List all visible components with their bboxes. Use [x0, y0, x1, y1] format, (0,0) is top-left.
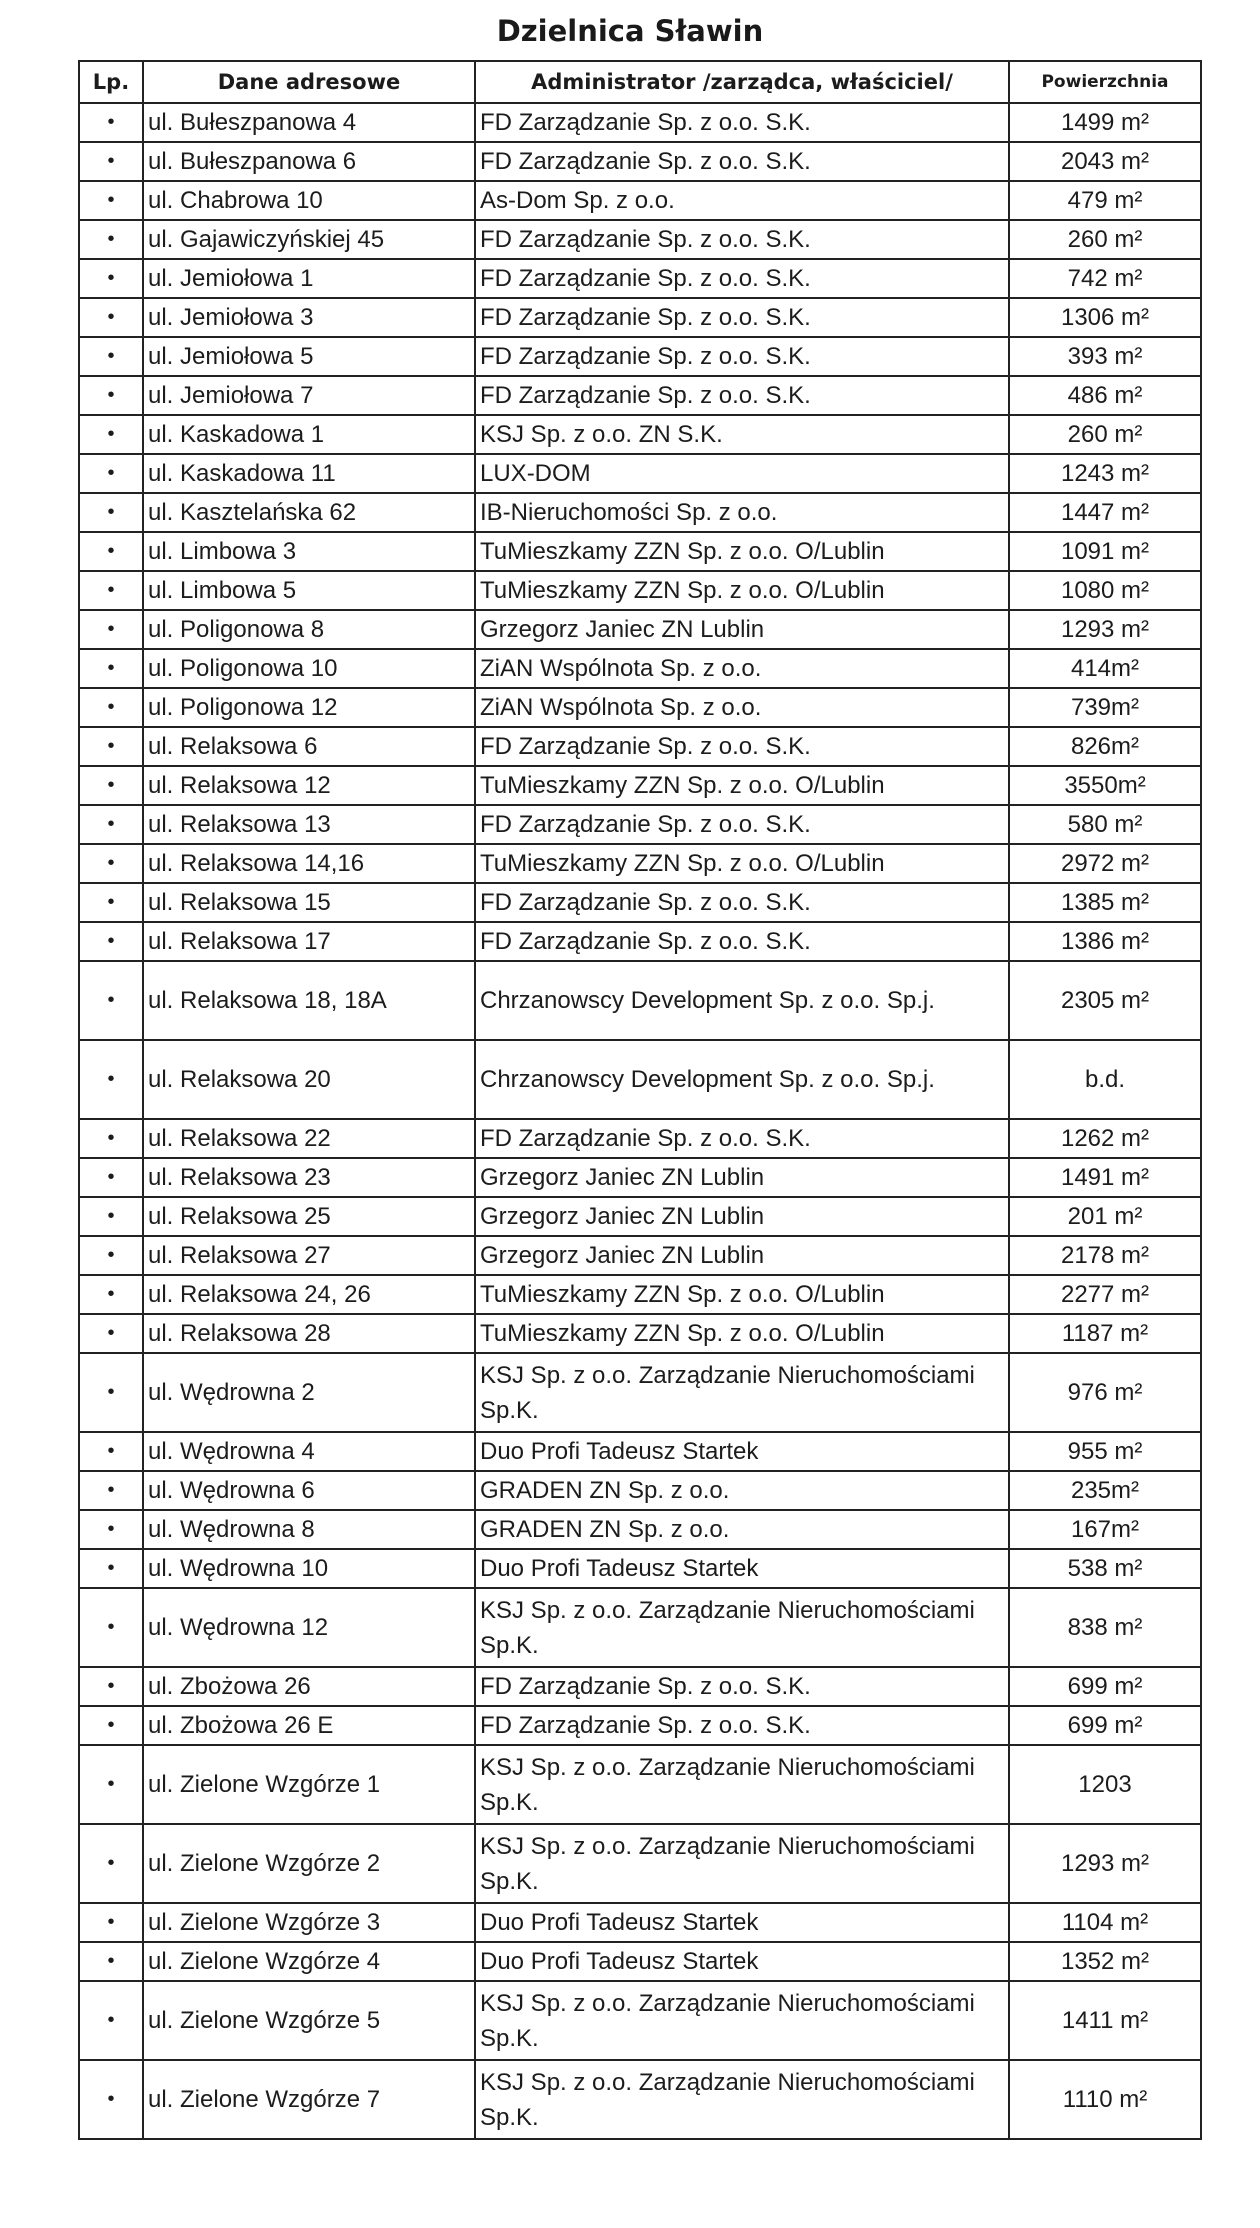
- table-row: [79, 142, 1201, 181]
- cell-address: ul. Poligonowa 10: [143, 649, 475, 688]
- cell-administrator: FD Zarządzanie Sp. z o.o. S.K.: [475, 142, 1009, 181]
- cell-area: 2277 m²: [1009, 1275, 1201, 1314]
- table-row: [79, 1119, 1201, 1158]
- cell-address: ul. Relaksowa 18, 18A: [143, 961, 475, 1040]
- cell-area: b.d.: [1009, 1040, 1201, 1119]
- cell-administrator: KSJ Sp. z o.o. Zarządzanie Nieruchomościami Sp.K.: [475, 1824, 1009, 1903]
- cell-administrator: Grzegorz Janiec ZN Lublin: [475, 1158, 1009, 1197]
- row-bullet: •: [79, 1432, 143, 1471]
- row-bullet: •: [79, 883, 143, 922]
- cell-area: 955 m²: [1009, 1432, 1201, 1471]
- table-row: [79, 1197, 1201, 1236]
- table-row: [79, 1903, 1201, 1942]
- cell-address: ul. Relaksowa 28: [143, 1314, 475, 1353]
- cell-address: ul. Jemiołowa 5: [143, 337, 475, 376]
- cell-area: 201 m²: [1009, 1197, 1201, 1236]
- cell-address: ul. Limbowa 5: [143, 571, 475, 610]
- property-table: [78, 60, 1202, 2140]
- row-bullet: •: [79, 1706, 143, 1745]
- cell-address: ul. Wędrowna 8: [143, 1510, 475, 1549]
- table-header-row: [79, 61, 1201, 103]
- row-bullet: •: [79, 610, 143, 649]
- table-row: [79, 571, 1201, 610]
- table-row: [79, 922, 1201, 961]
- cell-area: 1386 m²: [1009, 922, 1201, 961]
- table-row: [79, 2060, 1201, 2139]
- cell-area: 699 m²: [1009, 1706, 1201, 1745]
- table-row: [79, 1981, 1201, 2060]
- cell-administrator: Grzegorz Janiec ZN Lublin: [475, 610, 1009, 649]
- cell-address: ul. Wędrowna 4: [143, 1432, 475, 1471]
- cell-address: ul. Poligonowa 8: [143, 610, 475, 649]
- cell-area: 1187 m²: [1009, 1314, 1201, 1353]
- cell-administrator: IB-Nieruchomości Sp. z o.o.: [475, 493, 1009, 532]
- cell-administrator: KSJ Sp. z o.o. ZN S.K.: [475, 415, 1009, 454]
- table-row: [79, 1745, 1201, 1824]
- table-row: [79, 961, 1201, 1040]
- cell-administrator: Duo Profi Tadeusz Startek: [475, 1942, 1009, 1981]
- table-row: [79, 181, 1201, 220]
- row-bullet: •: [79, 415, 143, 454]
- cell-administrator: GRADEN ZN Sp. z o.o.: [475, 1471, 1009, 1510]
- page-title: Dzielnica Sławin: [496, 14, 764, 48]
- row-bullet: •: [79, 1158, 143, 1197]
- cell-administrator: FD Zarządzanie Sp. z o.o. S.K.: [475, 103, 1009, 142]
- table-row: [79, 1588, 1201, 1667]
- cell-administrator: GRADEN ZN Sp. z o.o.: [475, 1510, 1009, 1549]
- cell-area: 2305 m²: [1009, 961, 1201, 1040]
- table-row: [79, 1275, 1201, 1314]
- table-row: [79, 415, 1201, 454]
- cell-area: 1243 m²: [1009, 454, 1201, 493]
- row-bullet: •: [79, 181, 143, 220]
- cell-administrator: Duo Profi Tadeusz Startek: [475, 1432, 1009, 1471]
- cell-administrator: FD Zarządzanie Sp. z o.o. S.K.: [475, 883, 1009, 922]
- row-bullet: •: [79, 1745, 143, 1824]
- cell-area: 260 m²: [1009, 220, 1201, 259]
- row-bullet: •: [79, 298, 143, 337]
- cell-address: ul. Zielone Wzgórze 4: [143, 1942, 475, 1981]
- cell-area: 1104 m²: [1009, 1903, 1201, 1942]
- cell-administrator: KSJ Sp. z o.o. Zarządzanie Nieruchomościami Sp.K.: [475, 1353, 1009, 1432]
- cell-address: ul. Zielone Wzgórze 3: [143, 1903, 475, 1942]
- table-row: [79, 1353, 1201, 1432]
- cell-administrator: FD Zarządzanie Sp. z o.o. S.K.: [475, 376, 1009, 415]
- row-bullet: •: [79, 259, 143, 298]
- row-bullet: •: [79, 1236, 143, 1275]
- row-bullet: •: [79, 1040, 143, 1119]
- row-bullet: •: [79, 142, 143, 181]
- cell-area: 1447 m²: [1009, 493, 1201, 532]
- table-row: [79, 766, 1201, 805]
- cell-administrator: FD Zarządzanie Sp. z o.o. S.K.: [475, 259, 1009, 298]
- cell-address: ul. Zbożowa 26 E: [143, 1706, 475, 1745]
- cell-administrator: FD Zarządzanie Sp. z o.o. S.K.: [475, 922, 1009, 961]
- cell-area: 1491 m²: [1009, 1158, 1201, 1197]
- cell-administrator: KSJ Sp. z o.o. Zarządzanie Nieruchomościami Sp.K.: [475, 2060, 1009, 2139]
- cell-administrator: TuMieszkamy ZZN Sp. z o.o. O/Lublin: [475, 766, 1009, 805]
- cell-administrator: TuMieszkamy ZZN Sp. z o.o. O/Lublin: [475, 844, 1009, 883]
- cell-area: 393 m²: [1009, 337, 1201, 376]
- cell-address: ul. Relaksowa 12: [143, 766, 475, 805]
- cell-area: 742 m²: [1009, 259, 1201, 298]
- row-bullet: •: [79, 688, 143, 727]
- cell-administrator: ZiAN Wspólnota Sp. z o.o.: [475, 688, 1009, 727]
- table-row: [79, 532, 1201, 571]
- cell-address: ul. Poligonowa 12: [143, 688, 475, 727]
- cell-address: ul. Bułeszpanowa 6: [143, 142, 475, 181]
- row-bullet: •: [79, 1353, 143, 1432]
- row-bullet: •: [79, 1824, 143, 1903]
- cell-address: ul. Limbowa 3: [143, 532, 475, 571]
- cell-area: 486 m²: [1009, 376, 1201, 415]
- cell-address: ul. Relaksowa 23: [143, 1158, 475, 1197]
- cell-area: 1110 m²: [1009, 2060, 1201, 2139]
- table-row: [79, 727, 1201, 766]
- cell-administrator: FD Zarządzanie Sp. z o.o. S.K.: [475, 1706, 1009, 1745]
- row-bullet: •: [79, 922, 143, 961]
- cell-administrator: FD Zarządzanie Sp. z o.o. S.K.: [475, 337, 1009, 376]
- table-row: [79, 1471, 1201, 1510]
- table-row: [79, 298, 1201, 337]
- row-bullet: •: [79, 1314, 143, 1353]
- table-row: [79, 1236, 1201, 1275]
- header-admin: Administrator /zarządca, właściciel/: [475, 61, 1009, 103]
- table-row: [79, 1942, 1201, 1981]
- cell-address: ul. Relaksowa 22: [143, 1119, 475, 1158]
- row-bullet: •: [79, 220, 143, 259]
- table-row: [79, 1432, 1201, 1471]
- cell-address: ul. Bułeszpanowa 4: [143, 103, 475, 142]
- row-bullet: •: [79, 454, 143, 493]
- table-row: [79, 805, 1201, 844]
- cell-address: ul. Relaksowa 13: [143, 805, 475, 844]
- cell-area: 1080 m²: [1009, 571, 1201, 610]
- table-row: [79, 883, 1201, 922]
- cell-area: 699 m²: [1009, 1667, 1201, 1706]
- table-row: [79, 1667, 1201, 1706]
- table-row: [79, 844, 1201, 883]
- cell-address: ul. Zielone Wzgórze 1: [143, 1745, 475, 1824]
- table-row: [79, 1040, 1201, 1119]
- row-bullet: •: [79, 493, 143, 532]
- row-bullet: •: [79, 961, 143, 1040]
- cell-administrator: Grzegorz Janiec ZN Lublin: [475, 1197, 1009, 1236]
- row-bullet: •: [79, 571, 143, 610]
- cell-area: 1499 m²: [1009, 103, 1201, 142]
- cell-area: 260 m²: [1009, 415, 1201, 454]
- table-row: [79, 259, 1201, 298]
- row-bullet: •: [79, 1981, 143, 2060]
- cell-address: ul. Kaskadowa 1: [143, 415, 475, 454]
- table-body: [79, 103, 1201, 2139]
- cell-administrator: FD Zarządzanie Sp. z o.o. S.K.: [475, 298, 1009, 337]
- cell-address: ul. Relaksowa 6: [143, 727, 475, 766]
- table-row: [79, 454, 1201, 493]
- cell-area: 739m²: [1009, 688, 1201, 727]
- cell-address: ul. Relaksowa 20: [143, 1040, 475, 1119]
- header-lp: Lp.: [79, 61, 143, 103]
- header-area: Powierzchnia: [1009, 61, 1201, 103]
- table-row: [79, 103, 1201, 142]
- table-row: [79, 493, 1201, 532]
- cell-address: ul. Relaksowa 17: [143, 922, 475, 961]
- table-row: [79, 376, 1201, 415]
- cell-area: 1293 m²: [1009, 1824, 1201, 1903]
- cell-area: 826m²: [1009, 727, 1201, 766]
- cell-address: ul. Jemiołowa 3: [143, 298, 475, 337]
- table-row: [79, 688, 1201, 727]
- row-bullet: •: [79, 1510, 143, 1549]
- cell-address: ul. Zielone Wzgórze 7: [143, 2060, 475, 2139]
- cell-address: ul. Relaksowa 25: [143, 1197, 475, 1236]
- cell-area: 2178 m²: [1009, 1236, 1201, 1275]
- cell-area: 1411 m²: [1009, 1981, 1201, 2060]
- cell-address: ul. Jemiołowa 7: [143, 376, 475, 415]
- cell-administrator: Chrzanowscy Development Sp. z o.o. Sp.j.: [475, 1040, 1009, 1119]
- row-bullet: •: [79, 376, 143, 415]
- cell-address: ul. Zbożowa 26: [143, 1667, 475, 1706]
- cell-administrator: KSJ Sp. z o.o. Zarządzanie Nieruchomościami Sp.K.: [475, 1981, 1009, 2060]
- cell-administrator: KSJ Sp. z o.o. Zarządzanie Nieruchomościami Sp.K.: [475, 1745, 1009, 1824]
- cell-address: ul. Zielone Wzgórze 2: [143, 1824, 475, 1903]
- row-bullet: •: [79, 337, 143, 376]
- cell-address: ul. Zielone Wzgórze 5: [143, 1981, 475, 2060]
- table-row: [79, 1510, 1201, 1549]
- row-bullet: •: [79, 727, 143, 766]
- row-bullet: •: [79, 1275, 143, 1314]
- cell-administrator: Duo Profi Tadeusz Startek: [475, 1549, 1009, 1588]
- cell-area: 1293 m²: [1009, 610, 1201, 649]
- cell-address: ul. Chabrowa 10: [143, 181, 475, 220]
- row-bullet: •: [79, 1588, 143, 1667]
- row-bullet: •: [79, 844, 143, 883]
- cell-area: 976 m²: [1009, 1353, 1201, 1432]
- row-bullet: •: [79, 1903, 143, 1942]
- row-bullet: •: [79, 1119, 143, 1158]
- cell-area: 1306 m²: [1009, 298, 1201, 337]
- table-row: [79, 1706, 1201, 1745]
- cell-administrator: FD Zarządzanie Sp. z o.o. S.K.: [475, 805, 1009, 844]
- header-address: Dane adresowe: [143, 61, 475, 103]
- cell-administrator: KSJ Sp. z o.o. Zarządzanie Nieruchomościami Sp.K.: [475, 1588, 1009, 1667]
- cell-administrator: As-Dom Sp. z o.o.: [475, 181, 1009, 220]
- table-row: [79, 1549, 1201, 1588]
- table-row: [79, 649, 1201, 688]
- table-row: [79, 337, 1201, 376]
- cell-administrator: Duo Profi Tadeusz Startek: [475, 1903, 1009, 1942]
- cell-area: 1203: [1009, 1745, 1201, 1824]
- row-bullet: •: [79, 766, 143, 805]
- cell-area: 2043 m²: [1009, 142, 1201, 181]
- cell-area: 580 m²: [1009, 805, 1201, 844]
- cell-administrator: FD Zarządzanie Sp. z o.o. S.K.: [475, 727, 1009, 766]
- cell-area: 2972 m²: [1009, 844, 1201, 883]
- cell-area: 1091 m²: [1009, 532, 1201, 571]
- cell-area: 3550m²: [1009, 766, 1201, 805]
- cell-administrator: FD Zarządzanie Sp. z o.o. S.K.: [475, 220, 1009, 259]
- cell-area: 538 m²: [1009, 1549, 1201, 1588]
- cell-administrator: ZiAN Wspólnota Sp. z o.o.: [475, 649, 1009, 688]
- table-row: [79, 220, 1201, 259]
- cell-administrator: TuMieszkamy ZZN Sp. z o.o. O/Lublin: [475, 1275, 1009, 1314]
- cell-address: ul. Relaksowa 14,16: [143, 844, 475, 883]
- cell-area: 414m²: [1009, 649, 1201, 688]
- cell-administrator: LUX-DOM: [475, 454, 1009, 493]
- cell-address: ul. Kasztelańska 62: [143, 493, 475, 532]
- cell-area: 1385 m²: [1009, 883, 1201, 922]
- cell-area: 167m²: [1009, 1510, 1201, 1549]
- row-bullet: •: [79, 1667, 143, 1706]
- row-bullet: •: [79, 1549, 143, 1588]
- cell-administrator: Grzegorz Janiec ZN Lublin: [475, 1236, 1009, 1275]
- cell-address: ul. Wędrowna 2: [143, 1353, 475, 1432]
- cell-administrator: FD Zarządzanie Sp. z o.o. S.K.: [475, 1667, 1009, 1706]
- row-bullet: •: [79, 532, 143, 571]
- cell-administrator: FD Zarządzanie Sp. z o.o. S.K.: [475, 1119, 1009, 1158]
- cell-area: 1352 m²: [1009, 1942, 1201, 1981]
- cell-address: ul. Gajawiczyńskiej 45: [143, 220, 475, 259]
- row-bullet: •: [79, 103, 143, 142]
- cell-area: 235m²: [1009, 1471, 1201, 1510]
- cell-address: ul. Wędrowna 12: [143, 1588, 475, 1667]
- row-bullet: •: [79, 1197, 143, 1236]
- cell-address: ul. Wędrowna 6: [143, 1471, 475, 1510]
- cell-address: ul. Relaksowa 15: [143, 883, 475, 922]
- row-bullet: •: [79, 1942, 143, 1981]
- cell-address: ul. Relaksowa 24, 26: [143, 1275, 475, 1314]
- cell-address: ul. Wędrowna 10: [143, 1549, 475, 1588]
- cell-administrator: Chrzanowscy Development Sp. z o.o. Sp.j.: [475, 961, 1009, 1040]
- cell-administrator: TuMieszkamy ZZN Sp. z o.o. O/Lublin: [475, 1314, 1009, 1353]
- table-row: [79, 1158, 1201, 1197]
- cell-address: ul. Jemiołowa 1: [143, 259, 475, 298]
- cell-address: ul. Kaskadowa 11: [143, 454, 475, 493]
- cell-address: ul. Relaksowa 27: [143, 1236, 475, 1275]
- row-bullet: •: [79, 805, 143, 844]
- cell-area: 479 m²: [1009, 181, 1201, 220]
- row-bullet: •: [79, 2060, 143, 2139]
- cell-area: 1262 m²: [1009, 1119, 1201, 1158]
- cell-administrator: TuMieszkamy ZZN Sp. z o.o. O/Lublin: [475, 571, 1009, 610]
- table-row: [79, 610, 1201, 649]
- table-row: [79, 1314, 1201, 1353]
- row-bullet: •: [79, 649, 143, 688]
- cell-area: 838 m²: [1009, 1588, 1201, 1667]
- cell-administrator: TuMieszkamy ZZN Sp. z o.o. O/Lublin: [475, 532, 1009, 571]
- row-bullet: •: [79, 1471, 143, 1510]
- table-row: [79, 1824, 1201, 1903]
